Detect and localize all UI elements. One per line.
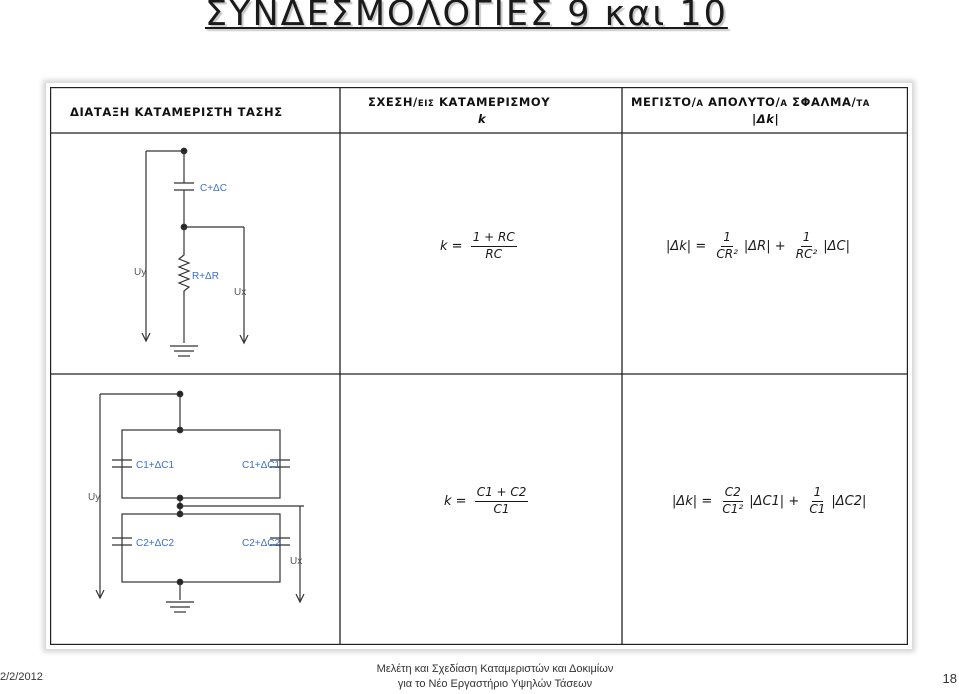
uy-label: Uy [134,267,147,278]
capacitive-divider-circuit [86,388,326,623]
footer-line-2: για το Νέο Εργαστήριο Υψηλών Τάσεων [397,678,593,690]
cap-label: C+ΔC [200,183,227,194]
footer-line-1: Μελέτη και Σχεδίαση Καταμεριστών και Δοκιμίων [376,663,614,675]
header-relation-k: k [478,112,487,126]
relation-2-numerator: C1 + C2 [475,486,529,502]
error-formula-2: |Δk| = $\frac{C2}{\text{C1²}}$ |ΔC1| + $\frac{1}{C1}$ |ΔC2| [672,485,867,516]
relation-1-denominator: RC [485,246,503,261]
header-error-symbol: |Δk| [752,112,780,126]
c1-right-label: C1+ΔC1 [242,460,281,471]
relation-1-numerator: 1 + RC [471,231,517,247]
relation-formula-1: k = $\frac{1 + RC}{RC}$ [440,230,515,261]
footer-date: 2/2/2012 [0,671,43,683]
footer-caption [330,662,660,692]
page-number: 18 [942,671,957,686]
c2-right-label: C2+ΔC2 [242,538,281,549]
c1-left-label: C1+ΔC1 [136,460,175,471]
relation-formula-2: k = $\frac{C1 + C2}{C1}$ [444,485,527,516]
header-error: ΜΕΓΙΣΤΟ/Α ΑΠΟΛΥΤΟ/Α ΣΦΑΛΜΑ/ΤΑ [631,95,870,109]
ux-label: Ux [234,287,247,298]
header-circuit: ΔΙΑΤΑΞΗ ΚΑΤΑΜΕΡΙΣΤΗ ΤΑΣΗΣ [70,105,283,119]
relation-2-denominator: C1 [493,501,510,516]
ux-label-2: Ux [290,556,303,567]
error-formula-1: |Δk| = $\frac{1}{\text{CR²}}$ |ΔR| + $\frac{1}{\text{RC²}}$ |ΔC| [666,230,851,261]
header-relation: ΣΧΕΣΗ/ΕΙΣ ΚΑΤΑΜΕΡΙΣΜΟΥ [368,95,551,109]
slide-title: ΣΥΝΔΕΣΜΟΛΟΓΙΕΣ 9 και 10 [205,0,728,34]
c2-left-label: C2+ΔC2 [136,538,175,549]
uy-label-2: Uy [88,492,101,503]
rc-divider-circuit [126,143,326,368]
divider-table [46,83,912,649]
res-label: R+ΔR [192,271,219,282]
